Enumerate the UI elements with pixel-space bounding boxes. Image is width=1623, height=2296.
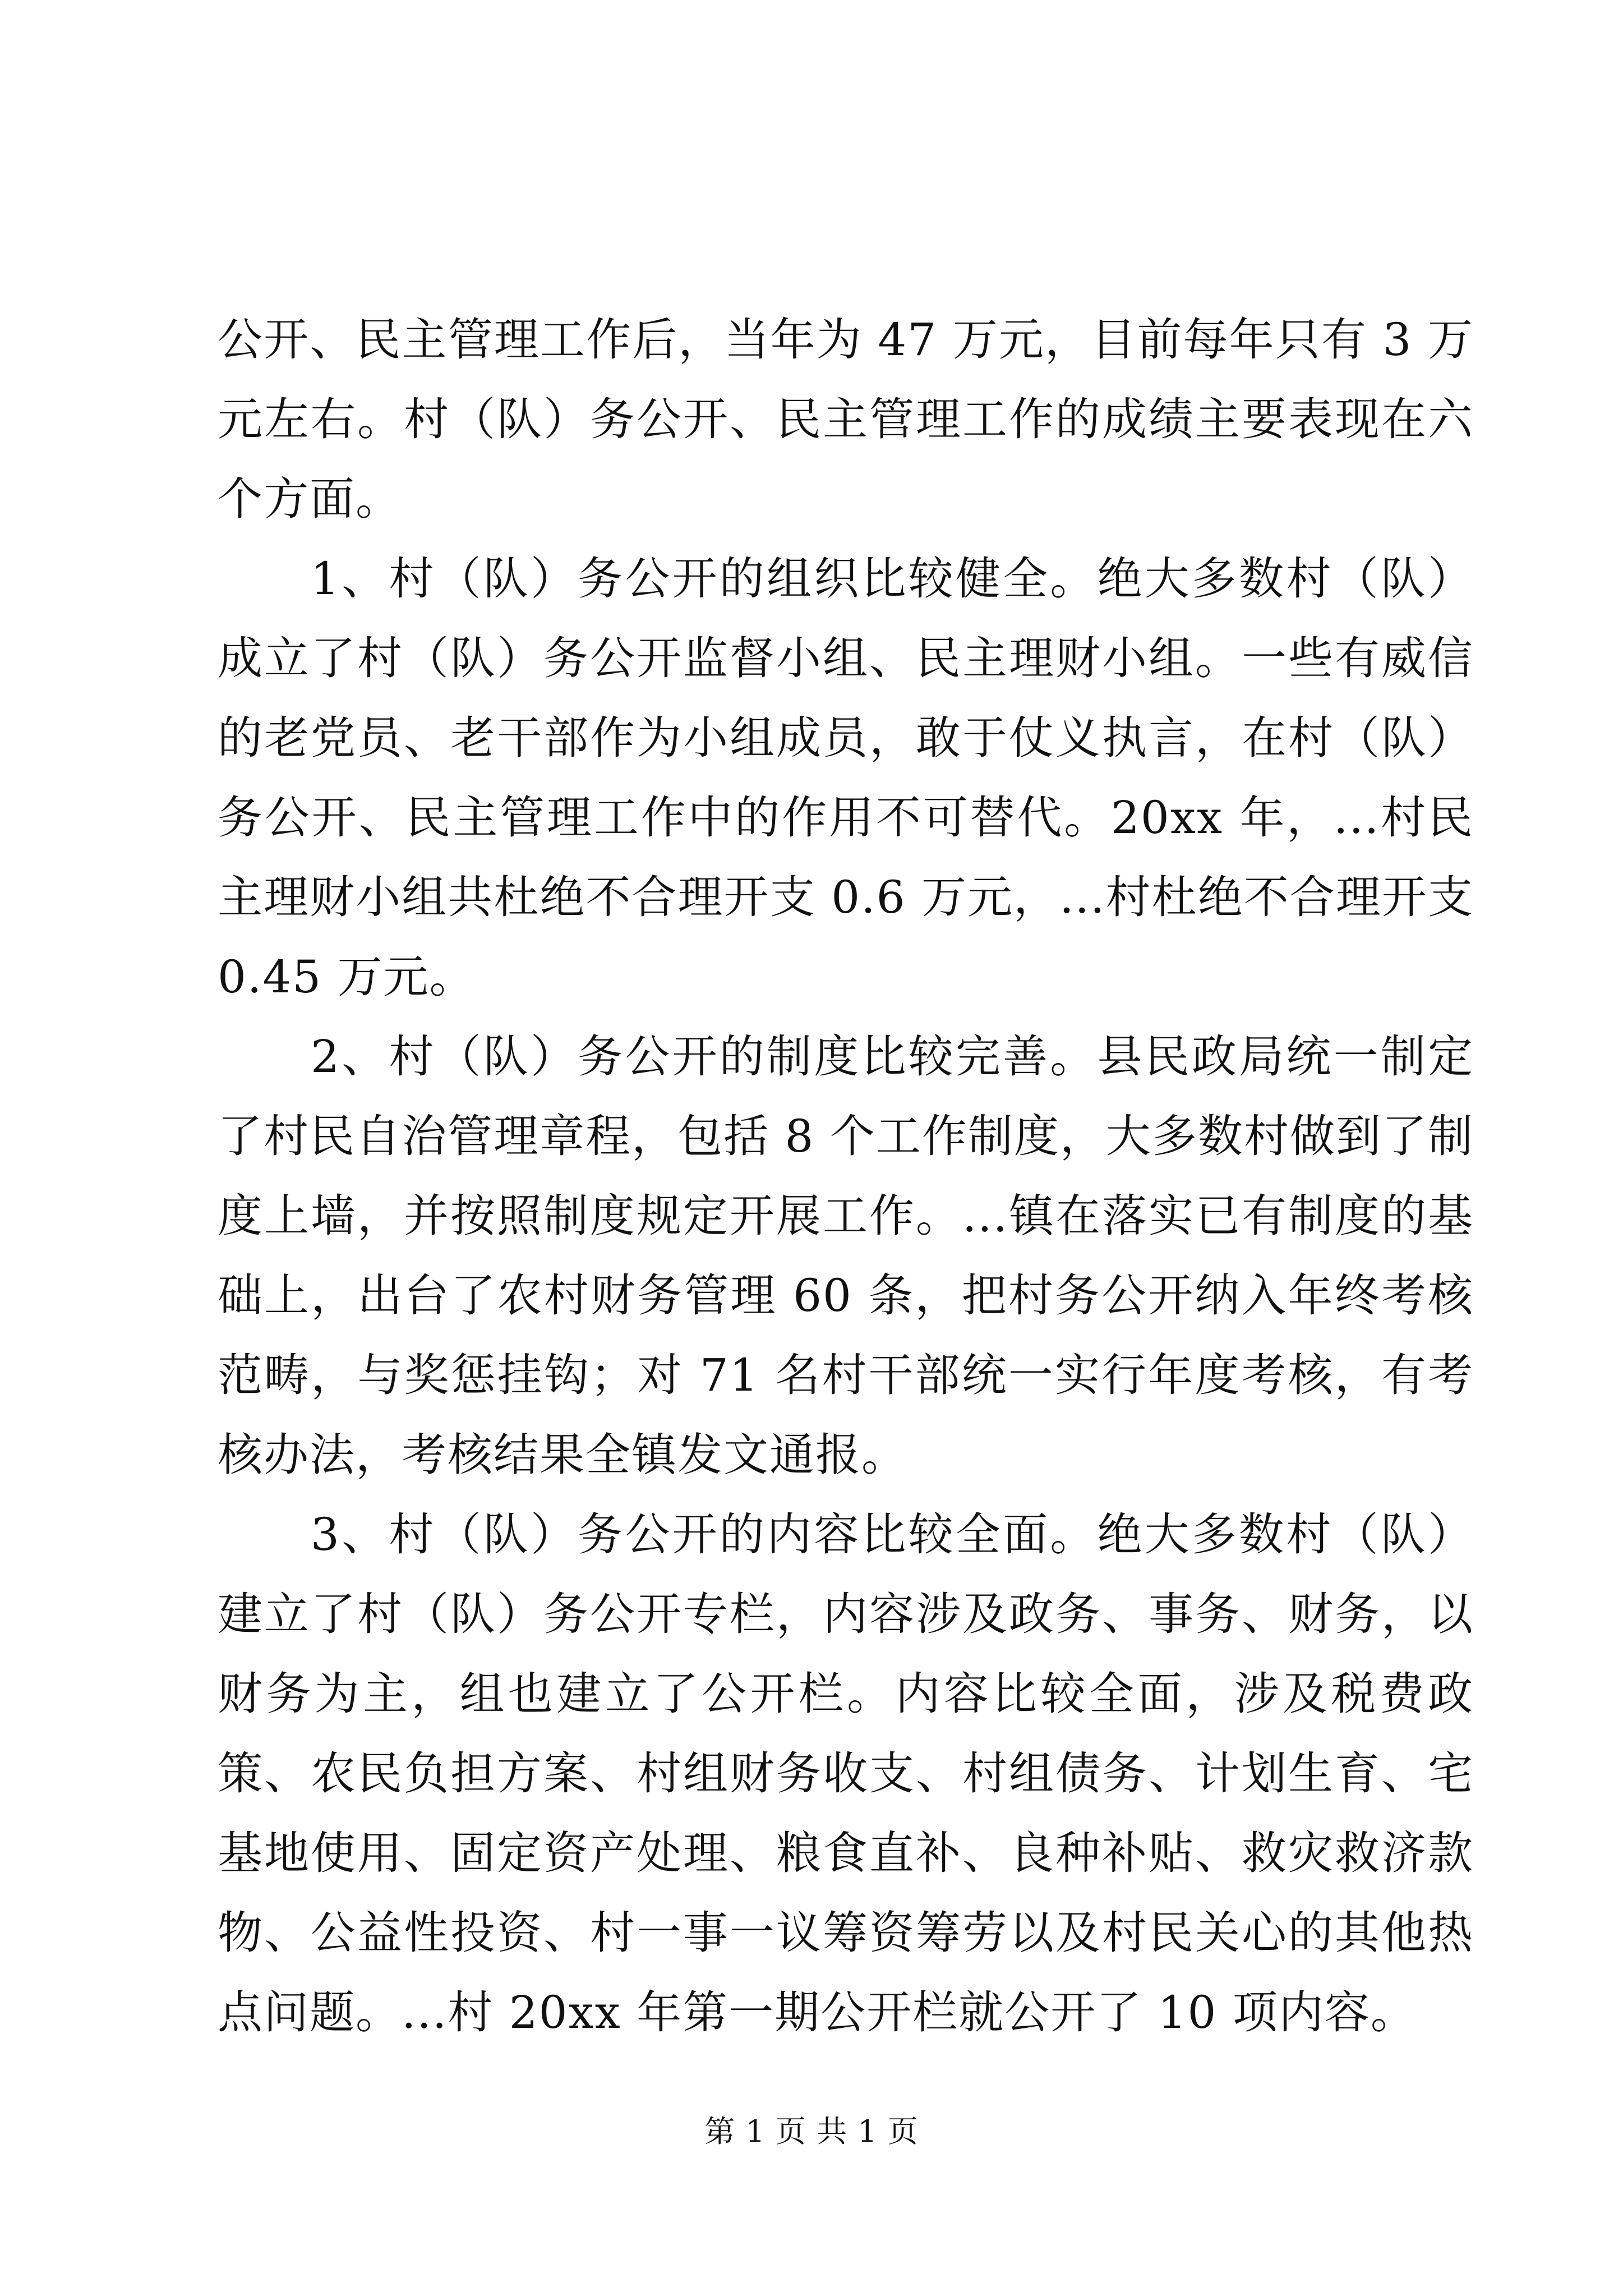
paragraph-item-1: 1、村（队）务公开的组织比较健全。绝大多数村（队）成立了村（队）务公开监督小组、民主理财小组。一些有威信的老党员、老干部作为小组成员，敢于仗义执言，在村（队）务公开、民主管理工作中的作用不可替代。20xx 年，...村民主理财小组共杜绝不合理开支 0.6 万元，...村杜绝不合理开支 0.45 万元。	[218, 553, 1474, 1003]
page-footer: 第 1 页 共 1 页	[704, 2114, 919, 2149]
document-body	[218, 300, 1474, 2053]
paragraph-item-3: 3、村（队）务公开的内容比较全面。绝大多数村（队）建立了村（队）务公开专栏，内容涉及政务、事务、财务，以财务为主，组也建立了公开栏。内容比较全面，涉及税费政策、农民负担方案、村组财务收支、村组债务、计划生育、宅基地使用、固定资产处理、粮食直补、良种补贴、救灾救济款物、公益性投资、村一事一议筹资筹劳以及村民关心的其他热点问题。...村 20xx 年第一期公开栏就公开了 10 项内容。	[218, 1508, 1474, 2039]
paragraph-intro: 公开、民主管理工作后，当年为 47 万元，目前每年只有 3 万元左右。村（队）务公开、民主管理工作的成绩主要表现在六个方面。	[218, 314, 1474, 525]
paragraph-item-2: 2、村（队）务公开的制度比较完善。县民政局统一制定了村民自治管理章程，包括 8 个工作制度，大多数村做到了制度上墙，并按照制度规定开展工作。...镇在落实已有制度的基础上，出台了农村财务管理 60 条，把村务公开纳入年终考核范畴，与奖惩挂钩；对 71 名村干部统一实行年度考核，有考核办法，考核结果全镇发文通报。	[218, 1030, 1474, 1481]
